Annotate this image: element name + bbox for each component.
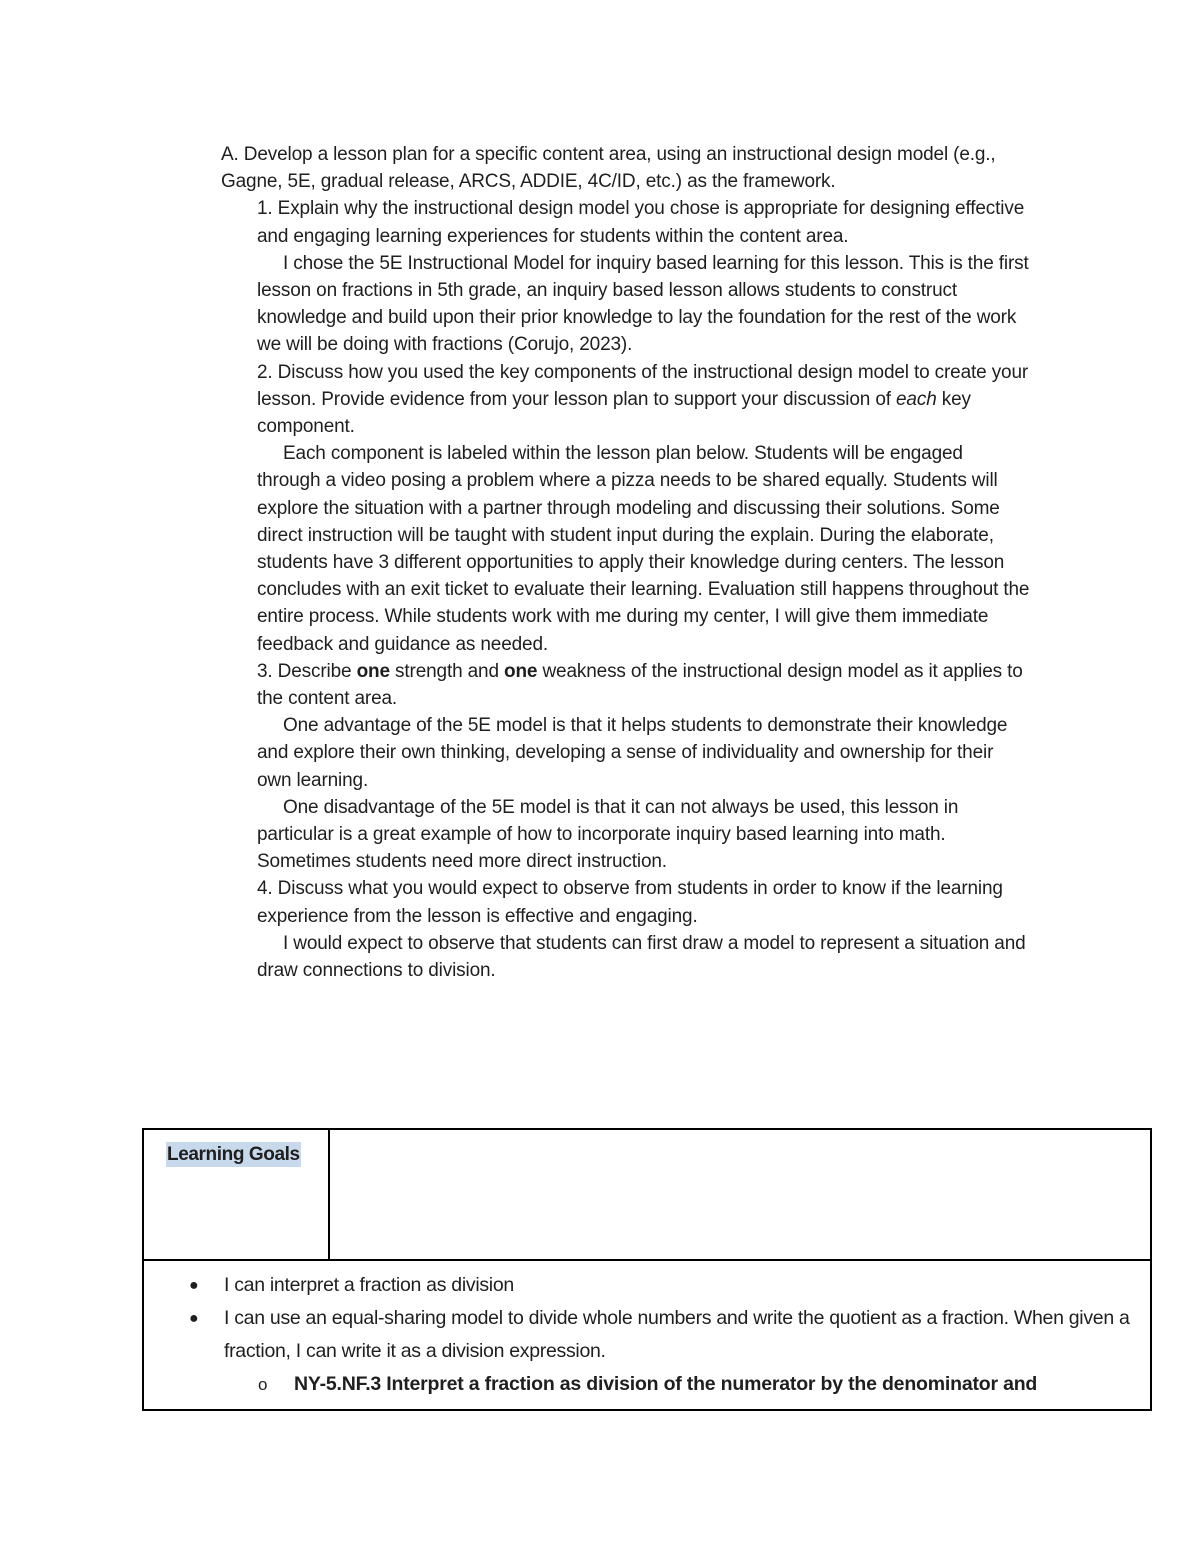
section-a-heading: A. Develop a lesson plan for a specific content area, using an instructional design model (e.g., Gagne, 5E, gradual release, ARCS, ADDIE, 4C/ID, etc.) as the framework. [221,144,996,193]
goal-text: I can interpret a fraction as division [224,1274,514,1296]
answer-3-strength: One advantage of the 5E model is that it helps students to demonstrate their knowledge and explore their own thinking, developing a sense of individuality and ownership for their own learning. [257,715,1008,791]
question-2 [221,359,1031,441]
question-1: 1. Explain why the instructional design model you chose is appropriate for designing effective and engaging learning experiences for students within the content area. [257,198,1025,247]
bullet-icon: ● [189,1277,199,1294]
table-header-label-cell [144,1130,330,1259]
goal-text: I can use an equal-sharing model to divide whole numbers and write the quotient as a fraction. When given a fraction, I can write it as a division expression. [224,1307,1130,1362]
question-2-emphasis: each [896,388,937,410]
answer-3-weakness: One disadvantage of the 5E model is that it can not always be used, this lesson in particular is a great example of how to incorporate inquiry based learning into math. Sometimes students need more direct instruction. [257,796,959,873]
standard-item [258,1368,1144,1401]
question-3-middle: strength and [389,660,505,682]
answer-2: Each component is labeled within the lesson plan below. Students will be engaged through a video posing a problem where a pizza needs to be shared equally. Students will explore the situation with a partner through modeling and discussing their solutions. Some direct instruction will be taught with student input during the explain. During the elaborate, students have 3 different opportunities to apply their knowledge during centers. The lesson concludes with an exit ticket to evaluate their learning. Evaluation still happens throughout the entire process. While students work with me during my center, I will give them immediate feedback and guidance as needed. [257,443,1030,655]
bullet-icon: ● [189,1310,199,1327]
question-3-text: 3. Describe [257,660,357,682]
list-item [189,1269,1144,1302]
learning-goals-label: Learning Goals [167,1144,300,1165]
question-4: 4. Discuss what you would expect to observe from students in order to know if the learning experience from the lesson is effective and engaging. [257,878,1003,927]
question-2-text: 2. Discuss how you used the key components of the instructional design model to create your lesson. Provide evidence from your lesson plan to support your discussion of [257,361,1029,410]
question-3-bold-two: one [504,660,538,682]
assignment-prompt [221,141,1031,984]
question-3-bold-one: one [356,660,390,682]
hollow-bullet-icon: o [258,1375,268,1394]
list-item [189,1302,1144,1368]
question-3 [221,658,1031,712]
answer-4: I would expect to observe that students can first draw a model to represent a situation and draw connections to division. [257,932,1026,982]
standard-text: NY-5.NF.3 Interpret a fraction as division of the numerator by the denominator and [294,1373,1038,1395]
question-2-tail: key component. [257,388,971,438]
learning-goals-table [142,1128,1152,1411]
table-goals-row [144,1261,1150,1409]
table-header-row [144,1130,1150,1261]
question-3-tail: weakness of the instructional design model as it applies to the content area. [257,660,1023,710]
answer-1: I chose the 5E Instructional Model for inquiry based learning for this lesson. This is the first lesson on fractions in 5th grade, an inquiry based lesson allows students to construct knowledge and build upon their prior knowledge to lay the foundation for the rest of the work we will be doing with fractions (Corujo, 2023). [257,252,1029,356]
